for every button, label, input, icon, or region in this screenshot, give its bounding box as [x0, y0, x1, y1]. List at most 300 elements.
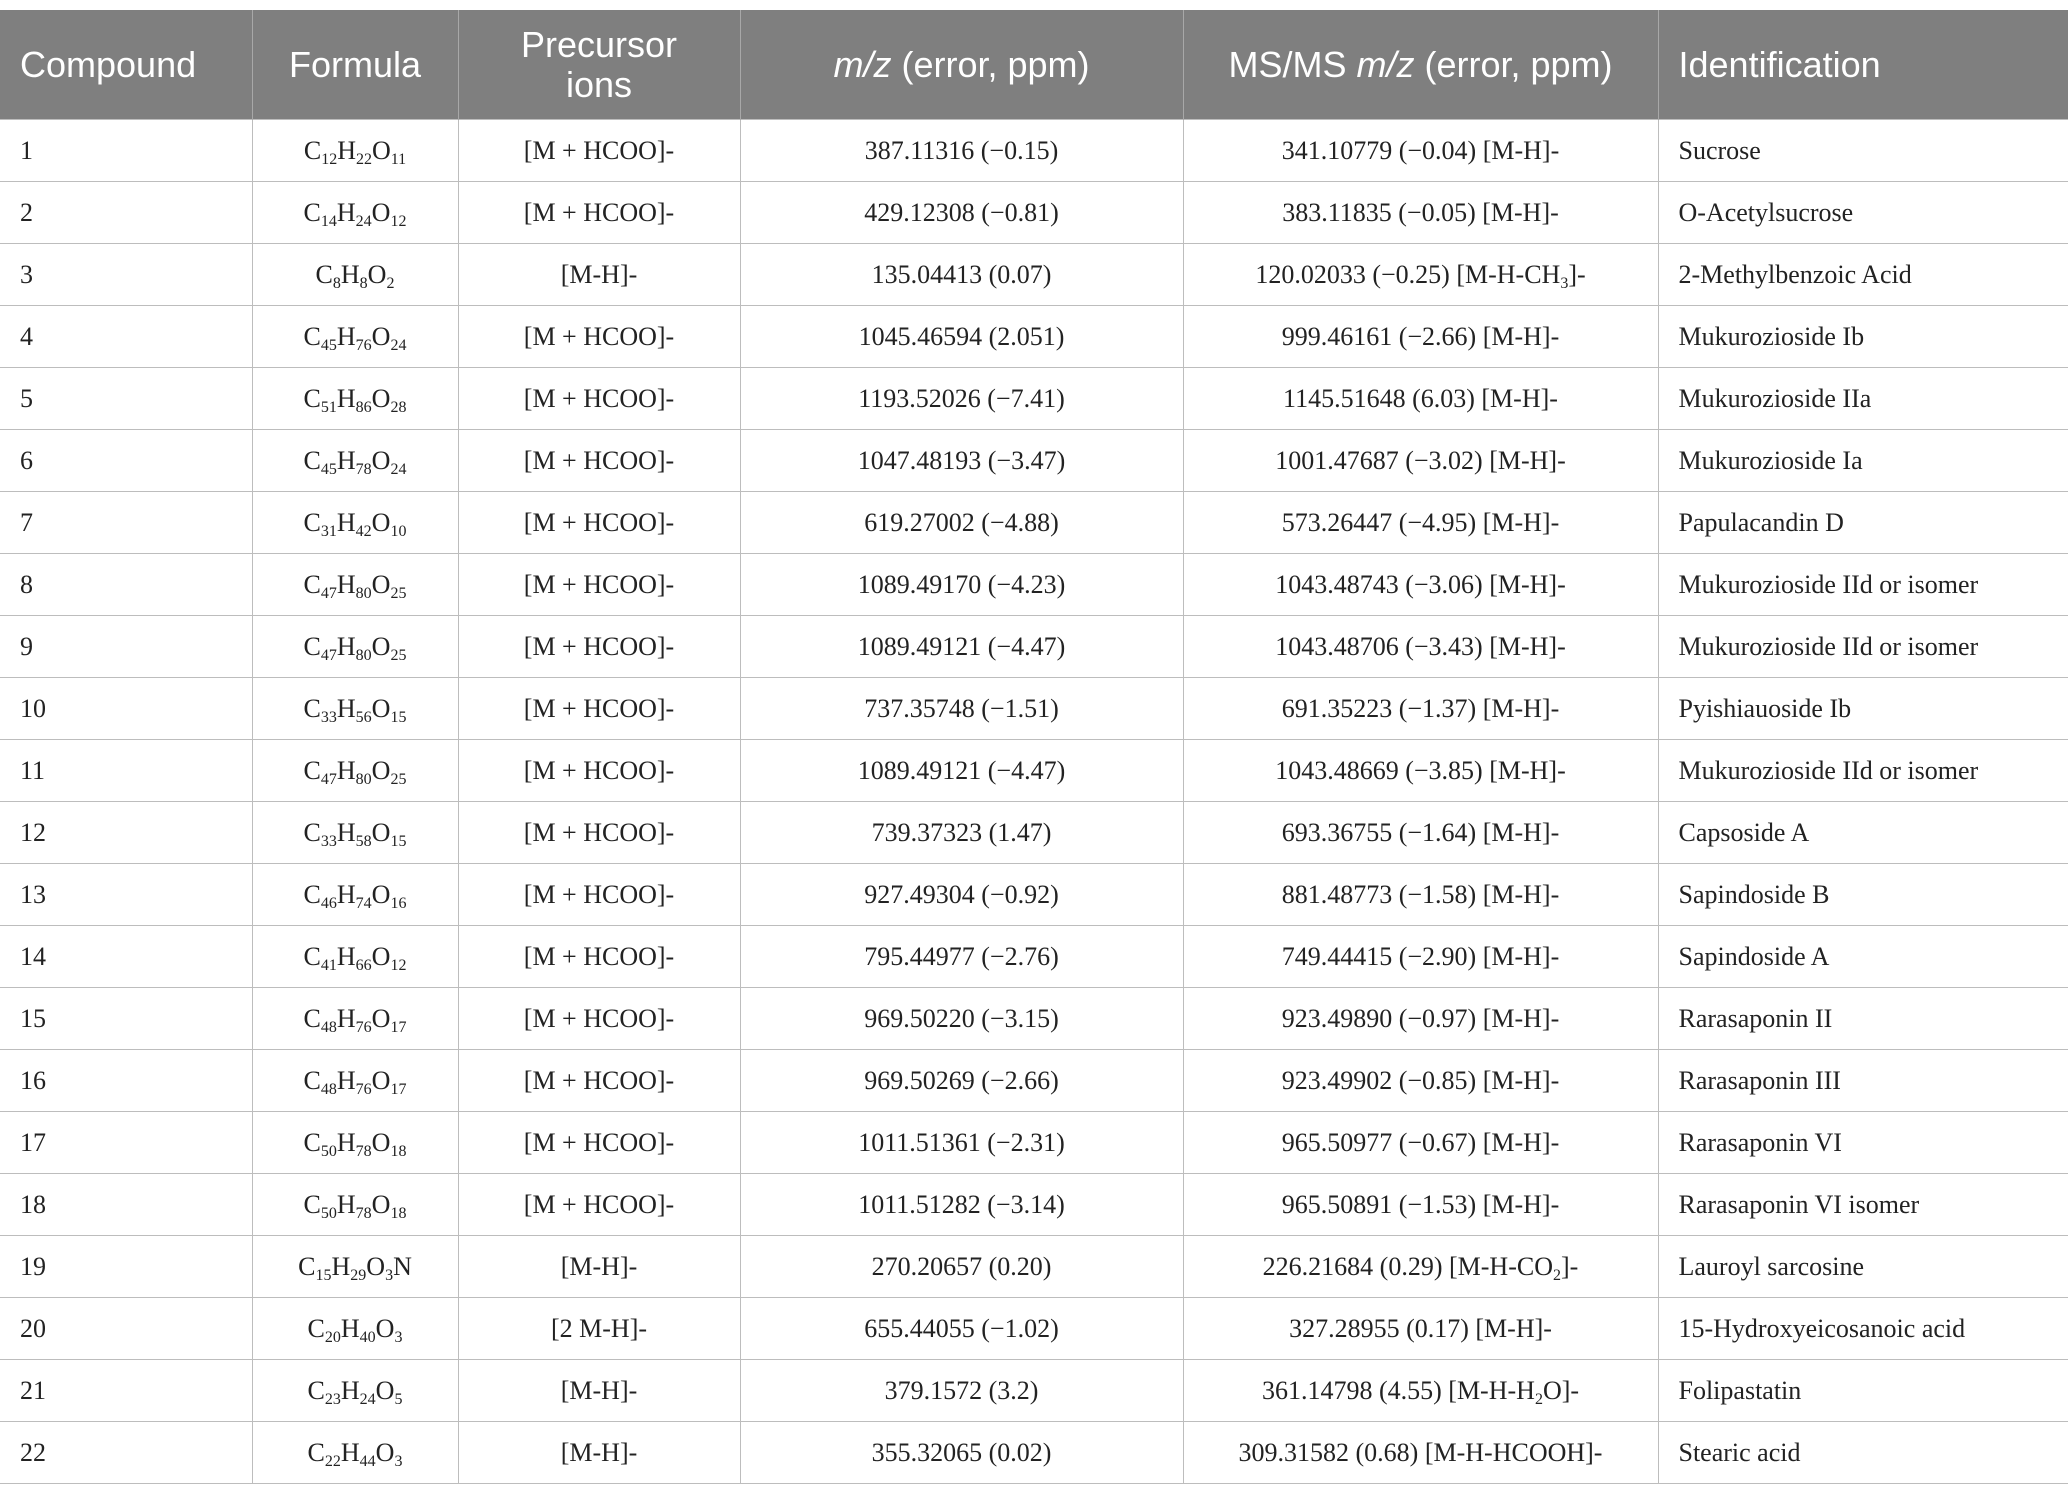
msms-subscript: 3: [1560, 274, 1569, 292]
formula-subscript: 24: [355, 212, 372, 230]
formula-subscript: 48: [320, 1018, 337, 1036]
header-msms-prefix: MS/MS: [1228, 43, 1357, 85]
formula-subscript: 46: [320, 894, 337, 912]
formula-cell: [252, 492, 458, 554]
table-header: [0, 10, 2068, 120]
formula-text: C: [303, 879, 321, 909]
msms-value: [1183, 1360, 1658, 1422]
formula-subscript: 24: [390, 336, 407, 354]
formula-text: H: [340, 1437, 360, 1467]
formula-text: H: [340, 1375, 360, 1405]
formula-text: C: [303, 941, 321, 971]
formula-text: O: [367, 259, 387, 289]
precursor-ion: [M + HCOO]-: [458, 1174, 740, 1236]
formula-text: O: [371, 569, 391, 599]
formula-subscript: 41: [320, 956, 337, 974]
msms-text: ]-: [1568, 259, 1586, 289]
precursor-ion: [M + HCOO]-: [458, 182, 740, 244]
formula-subscript: 76: [355, 1018, 372, 1036]
formula-subscript: 15: [315, 1266, 332, 1284]
formula-text: H: [336, 941, 356, 971]
header-compound: Compound: [0, 10, 252, 120]
formula-subscript: 18: [390, 1142, 407, 1160]
formula-subscript: 86: [355, 398, 372, 416]
formula-subscript: 28: [390, 398, 407, 416]
identification: O-Acetylsucrose: [1658, 182, 2068, 244]
msms-value: [1183, 306, 1658, 368]
compound-number: 7: [0, 492, 252, 554]
formula-subscript: 17: [390, 1080, 407, 1098]
formula-subscript: 16: [390, 894, 407, 912]
formula-subscript: 76: [355, 1080, 372, 1098]
formula-subscript: 3: [394, 1452, 403, 1470]
table-row: [0, 1422, 2068, 1484]
formula-subscript: 51: [320, 398, 337, 416]
formula-subscript: 40: [359, 1328, 376, 1346]
mz-value: 1011.51282 (−3.14): [740, 1174, 1183, 1236]
precursor-ion: [M + HCOO]-: [458, 492, 740, 554]
compound-number: 5: [0, 368, 252, 430]
formula-cell: [252, 244, 458, 306]
precursor-ion: [M + HCOO]-: [458, 616, 740, 678]
formula-text: C: [303, 507, 321, 537]
formula-subscript: 15: [390, 832, 407, 850]
msms-text: 1043.48669 (−3.85) [M-H]-: [1275, 755, 1566, 785]
formula-text: C: [307, 1375, 325, 1405]
mz-value: 387.11316 (−0.15): [740, 120, 1183, 182]
formula-text: H: [336, 569, 356, 599]
precursor-ion: [M + HCOO]-: [458, 554, 740, 616]
formula-subscript: 3: [385, 1266, 394, 1284]
compound-number: 18: [0, 1174, 252, 1236]
compound-number: 16: [0, 1050, 252, 1112]
formula-cell: [252, 926, 458, 988]
formula-text: C: [307, 1313, 325, 1343]
identification: Sapindoside B: [1658, 864, 2068, 926]
formula-text: H: [336, 321, 356, 351]
formula-text: H: [336, 1189, 356, 1219]
table-row: [0, 430, 2068, 492]
formula-text: H: [336, 755, 356, 785]
formula-subscript: 8: [359, 274, 368, 292]
formula-subscript: 25: [390, 646, 407, 664]
mz-value: 795.44977 (−2.76): [740, 926, 1183, 988]
compound-number: 8: [0, 554, 252, 616]
formula-text: C: [303, 197, 321, 227]
table-row: [0, 1236, 2068, 1298]
formula-subscript: 22: [324, 1452, 341, 1470]
formula-subscript: 58: [355, 832, 372, 850]
header-precursor-ions: [458, 10, 740, 120]
formula-cell: [252, 1050, 458, 1112]
formula-text: H: [336, 693, 356, 723]
header-precursor-line2: ions: [565, 63, 633, 105]
formula-subscript: 20: [324, 1328, 341, 1346]
formula-cell: [252, 182, 458, 244]
msms-text: 1043.48706 (−3.43) [M-H]-: [1275, 631, 1566, 661]
table-row: [0, 802, 2068, 864]
compound-number: 3: [0, 244, 252, 306]
table-row: [0, 678, 2068, 740]
formula-text: C: [303, 135, 322, 165]
formula-cell: [252, 1422, 458, 1484]
identification: Lauroyl sarcosine: [1658, 1236, 2068, 1298]
mz-value: 969.50269 (−2.66): [740, 1050, 1183, 1112]
precursor-ion: [M + HCOO]-: [458, 802, 740, 864]
msms-value: [1183, 1236, 1658, 1298]
formula-cell: [252, 802, 458, 864]
identification: Mukurozioside IId or isomer: [1658, 740, 2068, 802]
table-row: [0, 1174, 2068, 1236]
formula-subscript: 25: [390, 770, 407, 788]
identification: Rarasaponin II: [1658, 988, 2068, 1050]
formula-subscript: 50: [320, 1142, 337, 1160]
formula-cell: [252, 740, 458, 802]
table-row: [0, 368, 2068, 430]
formula-subscript: 80: [355, 770, 372, 788]
mz-value: 1047.48193 (−3.47): [740, 430, 1183, 492]
formula-text: H: [336, 197, 356, 227]
table-row: [0, 864, 2068, 926]
msms-text: 573.26447 (−4.95) [M-H]-: [1281, 507, 1560, 537]
formula-cell: [252, 306, 458, 368]
precursor-ion: [M-H]-: [458, 1236, 740, 1298]
formula-cell: [252, 616, 458, 678]
identification: Mukurozioside Ia: [1658, 430, 2068, 492]
formula-subscript: 44: [359, 1452, 376, 1470]
precursor-ion: [M + HCOO]-: [458, 120, 740, 182]
formula-text: H: [331, 1251, 351, 1281]
mz-value: 619.27002 (−4.88): [740, 492, 1183, 554]
compound-number: 13: [0, 864, 252, 926]
precursor-ion: [M + HCOO]-: [458, 988, 740, 1050]
precursor-ion: [M + HCOO]-: [458, 1050, 740, 1112]
identification: Mukurozioside Ib: [1658, 306, 2068, 368]
formula-subscript: 78: [355, 1204, 372, 1222]
formula-text: C: [303, 569, 321, 599]
compound-number: 17: [0, 1112, 252, 1174]
table-row: [0, 926, 2068, 988]
identification: Sucrose: [1658, 120, 2068, 182]
formula-text: O: [371, 1189, 391, 1219]
precursor-ion: [M-H]-: [458, 1360, 740, 1422]
msms-text: 341.10779 (−0.04) [M-H]-: [1281, 135, 1560, 165]
compound-number: 22: [0, 1422, 252, 1484]
msms-text: 923.49890 (−0.97) [M-H]-: [1281, 1003, 1560, 1033]
formula-cell: [252, 368, 458, 430]
compound-number: 10: [0, 678, 252, 740]
mz-value: 379.1572 (3.2): [740, 1360, 1183, 1422]
formula-text: H: [336, 631, 356, 661]
formula-subscript: 2: [386, 274, 395, 292]
table-row: [0, 120, 2068, 182]
formula-text: N: [393, 1251, 412, 1281]
msms-value: [1183, 616, 1658, 678]
formula-subscript: 22: [355, 150, 372, 168]
compound-number: 4: [0, 306, 252, 368]
mz-value: 1089.49121 (−4.47): [740, 616, 1183, 678]
mz-value: 429.12308 (−0.81): [740, 182, 1183, 244]
compound-number: 6: [0, 430, 252, 492]
formula-subscript: 15: [390, 708, 407, 726]
msms-subscript: 2: [1552, 1266, 1561, 1284]
header-identification: Identification: [1658, 10, 2068, 120]
identification: Rarasaponin III: [1658, 1050, 2068, 1112]
formula-text: O: [371, 817, 391, 847]
formula-text: H: [336, 1003, 356, 1033]
formula-cell: [252, 430, 458, 492]
formula-text: C: [303, 445, 321, 475]
precursor-ion: [M + HCOO]-: [458, 306, 740, 368]
formula-text: O: [371, 197, 391, 227]
formula-subscript: 3: [394, 1328, 403, 1346]
msms-text: 309.31582 (0.68) [M-H-HCOOH]-: [1238, 1437, 1603, 1467]
mz-value: 1089.49170 (−4.23): [740, 554, 1183, 616]
msms-text: 965.50891 (−1.53) [M-H]-: [1281, 1189, 1560, 1219]
formula-cell: [252, 864, 458, 926]
msms-text: 999.46161 (−2.66) [M-H]-: [1281, 321, 1560, 351]
compound-number: 9: [0, 616, 252, 678]
formula-text: O: [371, 755, 391, 785]
msms-value: [1183, 120, 1658, 182]
formula-subscript: 10: [390, 522, 407, 540]
mz-value: 739.37323 (1.47): [740, 802, 1183, 864]
msms-text: 1043.48743 (−3.06) [M-H]-: [1275, 569, 1566, 599]
msms-text: 749.44415 (−2.90) [M-H]-: [1281, 941, 1560, 971]
formula-subscript: 78: [355, 1142, 372, 1160]
formula-text: H: [336, 817, 356, 847]
formula-cell: [252, 1174, 458, 1236]
formula-subscript: 14: [320, 212, 337, 230]
msms-value: [1183, 244, 1658, 306]
formula-subscript: 33: [320, 832, 337, 850]
formula-subscript: 47: [320, 770, 337, 788]
msms-text: 226.21684 (0.29) [M-H-CO: [1262, 1251, 1553, 1281]
compound-number: 20: [0, 1298, 252, 1360]
formula-text: H: [336, 1065, 356, 1095]
table-row: [0, 554, 2068, 616]
formula-subscript: 33: [320, 708, 337, 726]
msms-text: 965.50977 (−0.67) [M-H]-: [1281, 1127, 1560, 1157]
msms-text: 923.49902 (−0.85) [M-H]-: [1281, 1065, 1560, 1095]
formula-text: C: [303, 817, 321, 847]
formula-cell: [252, 1298, 458, 1360]
formula-text: H: [336, 879, 356, 909]
header-mz: [740, 10, 1183, 120]
msms-value: [1183, 678, 1658, 740]
header-msms-mz: [1183, 10, 1658, 120]
formula-subscript: 24: [390, 460, 407, 478]
precursor-ion: [M + HCOO]-: [458, 740, 740, 802]
formula-subscript: 17: [390, 1018, 407, 1036]
msms-value: [1183, 864, 1658, 926]
identification: 15-Hydroxyeicosanoic acid: [1658, 1298, 2068, 1360]
formula-cell: [252, 1112, 458, 1174]
formula-cell: [252, 1236, 458, 1298]
mz-value: 737.35748 (−1.51): [740, 678, 1183, 740]
msms-text: 361.14798 (4.55) [M-H-H: [1261, 1375, 1535, 1405]
formula-subscript: 78: [355, 460, 372, 478]
msms-subscript: 2: [1534, 1390, 1543, 1408]
formula-text: C: [307, 1437, 325, 1467]
formula-text: C: [303, 1127, 321, 1157]
precursor-ion: [M + HCOO]-: [458, 1112, 740, 1174]
compound-table: [0, 10, 2068, 1484]
msms-value: [1183, 740, 1658, 802]
msms-text: 120.02033 (−0.25) [M-H-CH: [1255, 259, 1561, 289]
msms-value: [1183, 1112, 1658, 1174]
msms-text: 383.11835 (−0.05) [M-H]-: [1282, 197, 1559, 227]
formula-subscript: 50: [320, 1204, 337, 1222]
identification: Rarasaponin VI isomer: [1658, 1174, 2068, 1236]
compound-number: 14: [0, 926, 252, 988]
formula-cell: [252, 1360, 458, 1422]
formula-subscript: 74: [355, 894, 372, 912]
identification: 2-Methylbenzoic Acid: [1658, 244, 2068, 306]
msms-value: [1183, 1174, 1658, 1236]
formula-subscript: 12: [390, 212, 407, 230]
msms-value: [1183, 1422, 1658, 1484]
formula-text: O: [371, 879, 391, 909]
formula-text: C: [303, 1003, 321, 1033]
msms-text: ]-: [1560, 1251, 1579, 1281]
identification: Mukurozioside IIa: [1658, 368, 2068, 430]
identification: Sapindoside A: [1658, 926, 2068, 988]
identification: Rarasaponin VI: [1658, 1112, 2068, 1174]
mz-value: 1011.51361 (−2.31): [740, 1112, 1183, 1174]
formula-subscript: 47: [320, 584, 337, 602]
formula-subscript: 45: [320, 460, 337, 478]
formula-text: C: [315, 259, 333, 289]
formula-subscript: 12: [321, 150, 338, 168]
msms-value: [1183, 1050, 1658, 1112]
formula-text: O: [371, 383, 391, 413]
formula-text: C: [303, 321, 321, 351]
formula-subscript: 25: [390, 584, 407, 602]
mz-value: 1193.52026 (−7.41): [740, 368, 1183, 430]
formula-text: O: [375, 1437, 395, 1467]
compound-number: 2: [0, 182, 252, 244]
msms-text: 1145.51648 (6.03) [M-H]-: [1283, 383, 1558, 413]
mz-value: 270.20657 (0.20): [740, 1236, 1183, 1298]
table-row: [0, 1360, 2068, 1422]
mz-value: 135.04413 (0.07): [740, 244, 1183, 306]
msms-value: [1183, 492, 1658, 554]
formula-text: O: [371, 631, 391, 661]
formula-text: H: [337, 135, 356, 165]
compound-number: 11: [0, 740, 252, 802]
compound-number: 1: [0, 120, 252, 182]
mz-value: 927.49304 (−0.92): [740, 864, 1183, 926]
mz-value: 355.32065 (0.02): [740, 1422, 1183, 1484]
msms-text: 327.28955 (0.17) [M-H]-: [1289, 1313, 1552, 1343]
msms-text: 691.35223 (−1.37) [M-H]-: [1281, 693, 1560, 723]
table-row: [0, 616, 2068, 678]
formula-text: O: [371, 1065, 391, 1095]
precursor-ion: [2 M-H]-: [458, 1298, 740, 1360]
formula-text: H: [336, 507, 356, 537]
identification: Folipastatin: [1658, 1360, 2068, 1422]
identification: Papulacandin D: [1658, 492, 2068, 554]
formula-text: O: [371, 1003, 391, 1033]
mz-value: 1045.46594 (2.051): [740, 306, 1183, 368]
formula-subscript: 11: [390, 150, 407, 168]
table-row: [0, 1298, 2068, 1360]
table-row: [0, 740, 2068, 802]
header-row: [0, 10, 2068, 120]
formula-cell: [252, 988, 458, 1050]
mz-value: 969.50220 (−3.15): [740, 988, 1183, 1050]
formula-text: H: [340, 259, 360, 289]
formula-text: H: [336, 445, 356, 475]
msms-value: [1183, 554, 1658, 616]
msms-value: [1183, 802, 1658, 864]
msms-value: [1183, 430, 1658, 492]
compound-number: 15: [0, 988, 252, 1050]
formula-subscript: 48: [320, 1080, 337, 1098]
header-msms-rest: (error, ppm): [1414, 43, 1613, 85]
formula-cell: [252, 554, 458, 616]
formula-text: O: [371, 445, 391, 475]
msms-value: [1183, 368, 1658, 430]
precursor-ion: [M + HCOO]-: [458, 864, 740, 926]
formula-subscript: 80: [355, 646, 372, 664]
formula-text: O: [371, 135, 391, 165]
formula-subscript: 5: [394, 1390, 403, 1408]
identification: Pyishiauoside Ib: [1658, 678, 2068, 740]
precursor-ion: [M-H]-: [458, 1422, 740, 1484]
table-row: [0, 306, 2068, 368]
formula-subscript: 45: [320, 336, 337, 354]
formula-subscript: 18: [390, 1204, 407, 1222]
formula-subscript: 8: [332, 274, 341, 292]
formula-text: O: [371, 1127, 391, 1157]
formula-cell: [252, 120, 458, 182]
formula-subscript: 31: [320, 522, 337, 540]
table-body: [0, 120, 2068, 1484]
precursor-ion: [M + HCOO]-: [458, 368, 740, 430]
header-msms-italic: m/z: [1356, 43, 1415, 85]
formula-cell: [252, 678, 458, 740]
precursor-ion: [M + HCOO]-: [458, 678, 740, 740]
formula-subscript: 12: [390, 956, 407, 974]
identification: Mukurozioside IId or isomer: [1658, 616, 2068, 678]
formula-subscript: 66: [355, 956, 372, 974]
formula-text: H: [340, 1313, 360, 1343]
formula-text: C: [303, 755, 321, 785]
msms-text: 881.48773 (−1.58) [M-H]-: [1281, 879, 1560, 909]
msms-text: 693.36755 (−1.64) [M-H]-: [1281, 817, 1560, 847]
identification: Mukurozioside IId or isomer: [1658, 554, 2068, 616]
formula-subscript: 76: [355, 336, 372, 354]
precursor-ion: [M + HCOO]-: [458, 430, 740, 492]
table-row: [0, 182, 2068, 244]
formula-text: O: [375, 1375, 395, 1405]
mz-value: 655.44055 (−1.02): [740, 1298, 1183, 1360]
identification: Stearic acid: [1658, 1422, 2068, 1484]
formula-text: C: [303, 1189, 321, 1219]
formula-subscript: 24: [359, 1390, 376, 1408]
formula-text: C: [303, 383, 321, 413]
table-row: [0, 1050, 2068, 1112]
formula-text: O: [366, 1251, 386, 1281]
formula-subscript: 80: [355, 584, 372, 602]
mz-value: 1089.49121 (−4.47): [740, 740, 1183, 802]
formula-text: O: [371, 321, 391, 351]
table-row: [0, 244, 2068, 306]
formula-subscript: 23: [324, 1390, 341, 1408]
formula-subscript: 29: [350, 1266, 367, 1284]
